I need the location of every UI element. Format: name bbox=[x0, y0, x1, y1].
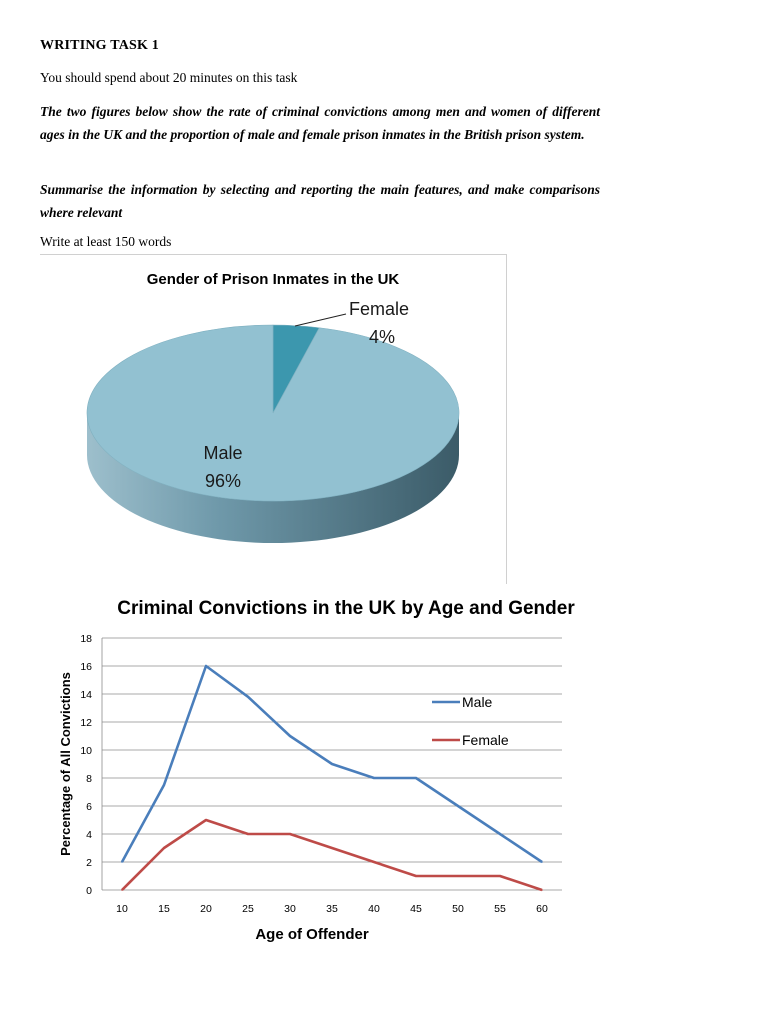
x-axis-label: Age of Offender bbox=[255, 926, 369, 943]
male-slice-label: Male bbox=[203, 443, 243, 463]
legend-label-male: Male bbox=[462, 694, 493, 710]
female-slice-label: Female bbox=[349, 299, 410, 319]
x-tick-label: 25 bbox=[242, 903, 254, 915]
data-point-male bbox=[541, 861, 543, 863]
data-point-male bbox=[289, 735, 291, 737]
data-point-male bbox=[121, 861, 123, 863]
data-point-male bbox=[373, 777, 375, 779]
y-tick-labels bbox=[80, 633, 92, 897]
y-tick-label: 0 bbox=[86, 885, 92, 897]
pie-marks bbox=[87, 325, 459, 543]
data-point-female bbox=[247, 833, 249, 835]
y-tick-label: 6 bbox=[86, 801, 92, 813]
y-axis-label: Percentage of All Convictions bbox=[58, 672, 73, 856]
x-tick-label: 10 bbox=[116, 903, 128, 915]
x-tick-label: 60 bbox=[536, 903, 548, 915]
data-point-male bbox=[457, 805, 459, 807]
task-heading: WRITING TASK 1 bbox=[40, 38, 159, 53]
y-tick-label: 8 bbox=[86, 773, 92, 785]
summarise-instruction: Summarise the information by selecting and reporting the main features, and make comparisons where relevant bbox=[40, 182, 600, 220]
data-point-female bbox=[541, 889, 543, 891]
y-tick-label: 4 bbox=[86, 829, 92, 841]
task-prompt: The two figures below show the rate of criminal convictions among men and women of different ages in the UK and the proportion of male and female prison inmates in the British prison system. bbox=[40, 104, 600, 142]
data-point-female bbox=[415, 875, 417, 877]
x-tick-labels bbox=[116, 903, 548, 915]
y-tick-label: 14 bbox=[80, 689, 92, 701]
data-point-male bbox=[205, 665, 207, 667]
pie-chart bbox=[40, 255, 507, 585]
line-chart bbox=[40, 588, 600, 958]
y-tick-label: 2 bbox=[86, 857, 92, 869]
x-tick-label: 40 bbox=[368, 903, 380, 915]
y-tick-label: 12 bbox=[80, 717, 92, 729]
male-slice-value: 96% bbox=[204, 471, 242, 491]
x-tick-label: 35 bbox=[326, 903, 338, 915]
word-count-instruction: Write at least 150 words bbox=[40, 234, 172, 249]
pie-slice-male bbox=[87, 325, 459, 501]
pie-chart-title: Gender of Prison Inmates in the UK bbox=[146, 271, 400, 288]
data-point-female bbox=[373, 861, 375, 863]
y-tick-label: 16 bbox=[80, 661, 92, 673]
data-point-female bbox=[205, 819, 207, 821]
x-tick-label: 15 bbox=[158, 903, 170, 915]
y-tick-label: 18 bbox=[80, 633, 92, 645]
x-tick-label: 30 bbox=[284, 903, 296, 915]
data-point-male bbox=[499, 833, 501, 835]
data-point-female bbox=[331, 847, 333, 849]
pie-chart-frame bbox=[40, 254, 507, 584]
female-slice-value: 4% bbox=[368, 327, 396, 347]
x-tick-label: 50 bbox=[452, 903, 464, 915]
data-point-female bbox=[163, 847, 165, 849]
x-tick-label: 20 bbox=[200, 903, 212, 915]
time-instruction: You should spend about 20 minutes on this task bbox=[40, 70, 298, 85]
x-tick-label: 45 bbox=[410, 903, 422, 915]
legend-label-female: Female bbox=[462, 732, 509, 748]
data-point-male bbox=[415, 777, 417, 779]
data-point-female bbox=[457, 875, 459, 877]
data-point-male bbox=[163, 784, 165, 786]
data-point-male bbox=[331, 763, 333, 765]
line-chart-title: Criminal Convictions in the UK by Age and Gender bbox=[117, 598, 575, 619]
y-tick-label: 10 bbox=[80, 745, 92, 757]
data-point-female bbox=[499, 875, 501, 877]
female-leader-line bbox=[295, 314, 346, 326]
series-line-female bbox=[122, 820, 542, 890]
x-tick-label: 55 bbox=[494, 903, 506, 915]
data-point-female bbox=[121, 889, 123, 891]
data-point-male bbox=[247, 696, 249, 698]
data-point-female bbox=[289, 833, 291, 835]
legend bbox=[432, 694, 509, 748]
